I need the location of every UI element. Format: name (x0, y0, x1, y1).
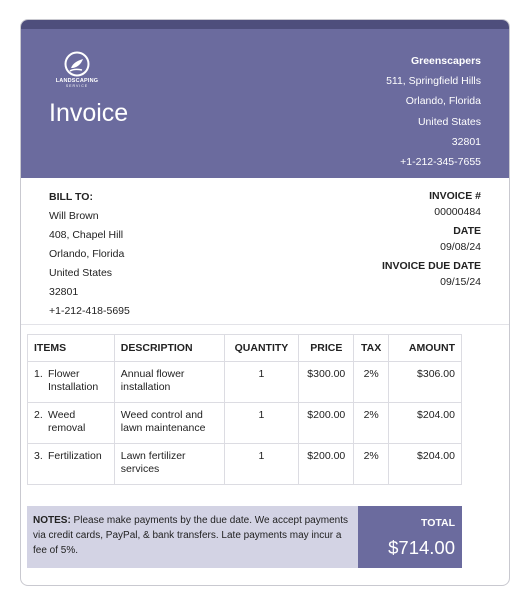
description-line: Weed control and (120, 409, 203, 421)
invoice-header (21, 29, 509, 178)
table-header-row (28, 335, 462, 362)
description-cell (114, 362, 224, 403)
table-row (28, 444, 462, 485)
column-header-quantity: QUANTITY (224, 335, 299, 362)
notes-box (27, 506, 358, 568)
tax-cell: 2% (354, 403, 389, 444)
notes-label: NOTES: (33, 515, 71, 526)
top-accent-bar (21, 20, 509, 29)
item-name-line: Fertilization (48, 450, 102, 462)
customer-zip: 32801 (49, 286, 79, 298)
invoice-date-label: DATE (453, 225, 481, 237)
item-cell (28, 403, 115, 444)
price-cell: $200.00 (299, 403, 354, 444)
total-box (358, 506, 462, 568)
description-line: installation (120, 381, 171, 393)
invoice-meta (382, 188, 481, 293)
due-date: 09/15/24 (440, 276, 481, 288)
company-phone: +1-212-345-7655 (400, 156, 481, 169)
leaf-hand-icon (64, 51, 90, 77)
table-row (28, 362, 462, 403)
company-street: 511, Springfield Hills (386, 75, 481, 88)
company-name: Greenscapers (410, 55, 481, 67)
customer-city: Orlando, Florida (49, 248, 125, 260)
description-line: lawn maintenance (120, 422, 206, 434)
company-logo (50, 51, 104, 88)
invoice-date: 09/08/24 (440, 241, 481, 253)
invoice-card (20, 19, 510, 586)
quantity-cell: 1 (224, 362, 299, 403)
item-number: 1. (34, 368, 43, 380)
amount-cell: $204.00 (389, 444, 462, 485)
column-header-description: DESCRIPTION (114, 335, 224, 362)
notes-text: Please make payments by the due date. We accept payments via credit cards, PayPal, & bank transfers. Late payments may incur a fee of 5%. (33, 515, 348, 556)
item-name-line: Installation (48, 381, 99, 393)
company-zip: 32801 (451, 135, 481, 148)
company-city: Orlando, Florida (405, 95, 481, 108)
description-cell (114, 403, 224, 444)
company-country: United States (417, 115, 481, 128)
items-table (27, 334, 462, 485)
invoice-number: 00000484 (434, 206, 481, 218)
item-number: 3. (34, 450, 43, 462)
page-title: Invoice (49, 99, 129, 127)
logo-text: LANDSCAPING (55, 78, 99, 84)
invoice-number-label: INVOICE # (429, 190, 481, 202)
table-row (28, 403, 462, 444)
customer-name: Will Brown (49, 210, 99, 222)
amount-cell: $306.00 (389, 362, 462, 403)
column-header-tax: TAX (354, 335, 389, 362)
logo-subtext: SERVICE (65, 84, 89, 88)
price-cell: $200.00 (299, 444, 354, 485)
item-name-line: Weed (48, 409, 76, 421)
tax-cell: 2% (354, 362, 389, 403)
billing-section (21, 178, 509, 325)
items-table-wrapper (27, 334, 462, 485)
price-cell: $300.00 (299, 362, 354, 403)
item-cell (28, 444, 115, 485)
bill-to-label: BILL TO: (49, 191, 93, 203)
column-header-amount: AMOUNT (389, 335, 462, 362)
customer-street: 408, Chapel Hill (49, 229, 124, 241)
quantity-cell: 1 (224, 403, 299, 444)
column-header-items: ITEMS (28, 335, 115, 362)
item-name-line: removal (48, 422, 86, 434)
tax-cell: 2% (354, 444, 389, 485)
description-line: services (120, 463, 160, 475)
total-label: TOTAL (420, 517, 455, 529)
item-cell (28, 362, 115, 403)
column-header-price: PRICE (299, 335, 354, 362)
item-name-line: Flower (48, 368, 80, 380)
invoice-footer (27, 506, 462, 568)
customer-country: United States (49, 267, 113, 279)
company-address (386, 51, 481, 172)
customer-phone: +1-212-418-5695 (49, 305, 130, 317)
description-line: Lawn fertilizer (120, 450, 186, 462)
amount-cell: $204.00 (389, 403, 462, 444)
description-line: Annual flower (120, 368, 185, 380)
bill-to (49, 188, 130, 321)
item-number: 2. (34, 409, 43, 421)
total-value: $714.00 (388, 537, 455, 558)
due-date-label: INVOICE DUE DATE (382, 260, 481, 272)
quantity-cell: 1 (224, 444, 299, 485)
description-cell (114, 444, 224, 485)
